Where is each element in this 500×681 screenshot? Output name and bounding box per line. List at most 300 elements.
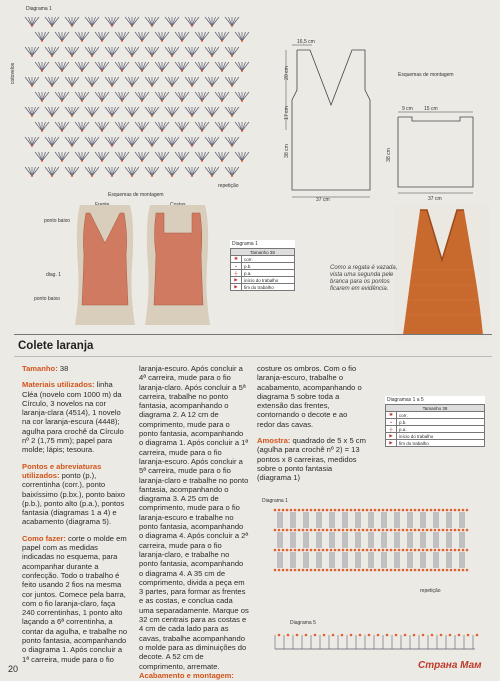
chain-stitch xyxy=(454,549,457,552)
legend-2-title: Diagramas 1 a 5 xyxy=(387,397,424,403)
legend-text: corr. xyxy=(242,256,295,263)
chain-stitch xyxy=(342,509,345,512)
diagram1-side-label: cotovelos xyxy=(10,62,16,84)
chain-stitch xyxy=(418,509,421,512)
chain-stitch xyxy=(338,569,341,572)
chain-stitch xyxy=(362,549,365,552)
picot xyxy=(350,634,353,637)
chain-stitch xyxy=(422,509,425,512)
chain-stitch xyxy=(466,529,469,532)
legend-text: corr. xyxy=(397,412,485,419)
chain-stitch xyxy=(306,549,309,552)
chain-stitch xyxy=(282,529,285,532)
fan-stitch xyxy=(235,152,249,162)
fan-stitch xyxy=(155,32,169,42)
fan-stitch xyxy=(175,32,189,42)
diagram5-chart xyxy=(270,627,480,657)
chain-stitch xyxy=(426,549,429,552)
picot xyxy=(332,634,335,637)
chain-stitch xyxy=(402,549,405,552)
fan-stitch xyxy=(205,17,219,27)
chain-stitch xyxy=(306,509,309,512)
fan-stitch xyxy=(165,17,179,27)
fan-stitch xyxy=(215,92,229,102)
picot xyxy=(296,634,299,637)
chain-stitch xyxy=(298,509,301,512)
picot xyxy=(359,634,362,637)
fan-stitch xyxy=(195,122,209,132)
chain-stitch xyxy=(342,569,345,572)
fan-stitch xyxy=(225,107,239,117)
fan-stitch xyxy=(225,47,239,57)
chain-stitch xyxy=(350,569,353,572)
fan-stitch xyxy=(135,152,149,162)
chain-stitch xyxy=(386,529,389,532)
chain-stitch xyxy=(346,509,349,512)
chain-stitch xyxy=(402,569,405,572)
chain-stitch xyxy=(426,569,429,572)
fan-stitch xyxy=(95,152,109,162)
chain-stitch xyxy=(334,509,337,512)
mannequin-figures xyxy=(70,205,220,330)
chain-stitch xyxy=(382,529,385,532)
chain-stitch xyxy=(302,529,305,532)
fan-stitch xyxy=(65,167,79,177)
column-2 xyxy=(139,364,249,680)
fan-stitch xyxy=(85,77,99,87)
picot xyxy=(413,634,416,637)
fan-stitch xyxy=(235,62,249,72)
chain-stitch xyxy=(318,529,321,532)
fan-stitch xyxy=(195,152,209,162)
legend-1-size: Tamanho 38 xyxy=(231,249,295,256)
chain-stitch xyxy=(466,509,469,512)
chain-stitch xyxy=(322,529,325,532)
chain-stitch xyxy=(446,529,449,532)
pontos-label: Pontos e abreviaturas utilizados: xyxy=(22,461,102,480)
chain-stitch xyxy=(418,529,421,532)
back-height: 38 cm xyxy=(385,148,392,162)
fan-stitch xyxy=(85,167,99,177)
chain-stitch xyxy=(450,569,453,572)
mannequin-ponto-baixo: ponto baixo xyxy=(44,218,70,224)
picot xyxy=(458,634,461,637)
chain-stitch xyxy=(274,509,277,512)
mannequin-ponto-baixo-2: ponto baixo xyxy=(34,296,60,302)
fan-stitch xyxy=(35,62,49,72)
chain-stitch xyxy=(314,569,317,572)
picot xyxy=(368,634,371,637)
chain-stitch xyxy=(350,549,353,552)
legend-symbol: ▶ xyxy=(386,440,397,447)
chain-stitch xyxy=(314,549,317,552)
fan-stitch xyxy=(235,92,249,102)
chain-stitch xyxy=(402,509,405,512)
fan-stitch xyxy=(155,122,169,132)
chain-stitch xyxy=(282,569,285,572)
chain-stitch xyxy=(358,569,361,572)
chain-stitch xyxy=(286,569,289,572)
chain-stitch xyxy=(342,549,345,552)
chain-stitch xyxy=(322,569,325,572)
fan-stitch xyxy=(25,47,39,57)
fan-stitch xyxy=(125,77,139,87)
fan-stitch xyxy=(105,107,119,117)
picot xyxy=(341,634,344,637)
picot xyxy=(440,634,443,637)
chain-stitch xyxy=(454,529,457,532)
fan-stitch xyxy=(225,137,239,147)
fan-stitch xyxy=(145,17,159,27)
picot xyxy=(431,634,434,637)
fan-stitch xyxy=(125,137,139,147)
chain-stitch xyxy=(390,509,393,512)
chain-stitch xyxy=(362,569,365,572)
chain-stitch xyxy=(462,529,465,532)
chain-stitch xyxy=(422,529,425,532)
chain-stitch xyxy=(410,529,413,532)
chain-stitch xyxy=(334,569,337,572)
chain-stitch xyxy=(454,509,457,512)
picot xyxy=(314,634,317,637)
amostra-label: Amostra: xyxy=(257,436,291,446)
front-height-3: 38 cm xyxy=(283,144,290,158)
chain-stitch xyxy=(298,529,301,532)
chain-stitch xyxy=(286,509,289,512)
legend-text: início do trabalho xyxy=(397,433,485,440)
chain-stitch xyxy=(378,549,381,552)
chain-stitch xyxy=(274,569,277,572)
fan-stitch xyxy=(175,92,189,102)
chain-stitch xyxy=(282,509,285,512)
legend-text: p.a. xyxy=(397,426,485,433)
legend-2 xyxy=(385,396,485,447)
fan-stitch xyxy=(55,62,69,72)
picot xyxy=(305,634,308,637)
legend-1 xyxy=(230,240,295,291)
chain-stitch xyxy=(446,569,449,572)
chain-stitch xyxy=(430,509,433,512)
chain-stitch xyxy=(346,529,349,532)
chain-stitch xyxy=(370,529,373,532)
chain-stitch xyxy=(386,509,389,512)
chain-stitch xyxy=(286,549,289,552)
chain-stitch xyxy=(330,569,333,572)
col2-text: laranja-escuro. Após concluir a 4ª carreira, mude para o fio laranja-claro. Após concluir a 5ª carreira, trabalhe no ponto fantasia, acompanhando o diagrama 2. A 12 cm de comprimento, mude para o ponto fantasia, acompanhando o diagrama 1. Após concluir a 1ª carreira, mude para o fio laranja-escuro. Após concluir a 5ª carreira, mude para o fio laranja-claro e trabalhe no ponto fantasia, acompanhando o diagrama 3. A 25 cm de comprimento, mude para o fio laranja-escuro e trabalhe no ponto fantasia, acompanhando o diagrama 4. Após concluir a 2ª carreira, mude para o fio laranja-claro, e trabalhe no ponto fantasia, acompanhando o diagrama 4. A 35 cm de comprimento, divida a peça em 3 partes, para formar as frentes e as costas, e conclua cada uma separadamente. Marque os 32 cm centrais para as costas e 4 cm de cada lado para as cavas, trabalhe acompanhando o molde para as diminuições do decote. A 52 cm de comprimento, arremate. xyxy=(139,364,249,671)
picot xyxy=(395,634,398,637)
chain-stitch xyxy=(462,509,465,512)
front-height-2: 17 cm xyxy=(283,106,290,120)
fan-stitch xyxy=(145,77,159,87)
chain-stitch xyxy=(386,569,389,572)
picot xyxy=(377,634,380,637)
como-label: Como fazer: xyxy=(22,533,66,543)
fan-stitch xyxy=(95,92,109,102)
chain-stitch xyxy=(438,509,441,512)
chain-stitch xyxy=(338,549,341,552)
chain-stitch xyxy=(410,549,413,552)
back-width-1: 9 cm xyxy=(402,106,413,112)
picot xyxy=(287,634,290,637)
chain-stitch xyxy=(302,549,305,552)
fan-stitch xyxy=(125,17,139,27)
chain-stitch xyxy=(406,569,409,572)
chain-stitch xyxy=(454,569,457,572)
chain-stitch xyxy=(354,569,357,572)
fan-stitch xyxy=(185,47,199,57)
chain-stitch xyxy=(278,569,281,572)
photo-caption: Como a regata é vazada, vista uma segunda pele branca para os pontos ficarem em evidência. xyxy=(330,265,398,292)
chain-stitch xyxy=(330,529,333,532)
chain-stitch xyxy=(390,569,393,572)
chain-stitch xyxy=(310,569,313,572)
diagram1-chart xyxy=(22,14,262,182)
chain-stitch xyxy=(442,509,445,512)
chain-stitch xyxy=(422,549,425,552)
fan-stitch xyxy=(115,92,129,102)
chain-stitch xyxy=(442,529,445,532)
fan-stitch xyxy=(225,17,239,27)
chain-stitch xyxy=(346,549,349,552)
chain-stitch xyxy=(366,509,369,512)
fan-stitch xyxy=(155,152,169,162)
fan-stitch xyxy=(205,167,219,177)
fan-stitch xyxy=(65,17,79,27)
chain-stitch xyxy=(414,509,417,512)
fan-stitch xyxy=(105,167,119,177)
chain-stitch xyxy=(326,509,329,512)
chain-stitch xyxy=(458,529,461,532)
fan-stitch xyxy=(75,32,89,42)
fan-stitch xyxy=(135,62,149,72)
chain-stitch xyxy=(410,509,413,512)
fan-stitch xyxy=(65,77,79,87)
fan-stitch xyxy=(185,17,199,27)
chain-stitch xyxy=(382,549,385,552)
chain-stitch xyxy=(274,549,277,552)
chain-stitch xyxy=(398,509,401,512)
legend-symbol: ┼ xyxy=(231,270,242,277)
chain-stitch xyxy=(398,569,401,572)
chain-stitch xyxy=(434,529,437,532)
chain-stitch xyxy=(378,509,381,512)
fan-stitch xyxy=(225,77,239,87)
fan-stitch xyxy=(105,137,119,147)
fan-stitch xyxy=(35,152,49,162)
chain-stitch xyxy=(330,509,333,512)
fan-stitch xyxy=(215,62,229,72)
chain-stitch xyxy=(342,529,345,532)
chain-stitch xyxy=(450,509,453,512)
chain-stitch xyxy=(414,549,417,552)
back-schematic xyxy=(385,105,483,200)
fan-stitch xyxy=(205,137,219,147)
chain-stitch xyxy=(290,549,293,552)
chain-stitch xyxy=(450,549,453,552)
legend-2-size: Tamanho 38 xyxy=(386,405,485,412)
fan-stitch xyxy=(115,122,129,132)
fan-stitch xyxy=(115,32,129,42)
chain-stitch xyxy=(378,569,381,572)
fan-stitch xyxy=(105,77,119,87)
picot xyxy=(404,634,407,637)
fan-stitch xyxy=(55,122,69,132)
chain-stitch xyxy=(302,569,305,572)
chain-stitch xyxy=(406,529,409,532)
legend-text: p.b. xyxy=(242,263,295,270)
fan-stitch xyxy=(45,107,59,117)
page-number: 20 xyxy=(8,664,19,674)
fan-stitch xyxy=(25,17,39,27)
legend-symbol: ▶ xyxy=(231,284,242,291)
fan-stitch xyxy=(105,47,119,57)
chain-stitch xyxy=(370,549,373,552)
chain-stitch xyxy=(430,569,433,572)
chain-stitch xyxy=(366,549,369,552)
fan-stitch xyxy=(135,92,149,102)
fan-stitch xyxy=(155,62,169,72)
fan-stitch xyxy=(75,92,89,102)
fan-stitch xyxy=(195,62,209,72)
fan-stitch xyxy=(95,32,109,42)
chain-stitch xyxy=(326,569,329,572)
fan-stitch xyxy=(65,107,79,117)
fan-stitch xyxy=(25,137,39,147)
fan-stitch xyxy=(145,47,159,57)
chain-stitch xyxy=(410,569,413,572)
fan-stitch xyxy=(195,92,209,102)
fan-stitch xyxy=(205,47,219,57)
chain-stitch xyxy=(330,549,333,552)
chain-stitch xyxy=(442,569,445,572)
chain-stitch xyxy=(434,569,437,572)
chain-stitch xyxy=(322,509,325,512)
fan-stitch xyxy=(35,32,49,42)
mannequin-diag1: diag. 1 xyxy=(46,272,62,278)
fan-stitch xyxy=(55,32,69,42)
chain-stitch xyxy=(422,569,425,572)
picot xyxy=(476,634,479,637)
materiais-text: linha Cléa (novelo com 1000 m) da Círculo, 3 novelos na cor laranja-clara (4514), 1 novelo na cor laranja-escura (4448); agulha para crochê da Círculo nº 2 (1,75 mm); papel para molde; lápis; tesoura. xyxy=(22,380,124,455)
chain-stitch xyxy=(390,549,393,552)
chain-stitch xyxy=(302,509,305,512)
fan-stitch xyxy=(85,47,99,57)
picot xyxy=(323,634,326,637)
chain-stitch xyxy=(398,549,401,552)
fan-stitch xyxy=(125,107,139,117)
chain-stitch xyxy=(350,529,353,532)
chain-stitch xyxy=(278,529,281,532)
fan-stitch xyxy=(75,122,89,132)
fan-stitch xyxy=(125,167,139,177)
chain-stitch xyxy=(366,529,369,532)
fan-stitch xyxy=(215,122,229,132)
legend-symbol: • xyxy=(386,419,397,426)
chain-stitch xyxy=(426,509,429,512)
legend-text: p.b. xyxy=(397,419,485,426)
legend-text: início do trabalho xyxy=(242,277,295,284)
fan-stitch xyxy=(75,152,89,162)
chain-stitch xyxy=(314,509,317,512)
chain-stitch xyxy=(434,549,437,552)
fan-stitch xyxy=(165,167,179,177)
fan-stitch xyxy=(185,77,199,87)
fan-stitch xyxy=(165,47,179,57)
fan-stitch xyxy=(25,77,39,87)
diagram1b-label: Diagrama 1 xyxy=(262,498,288,504)
legend-text: fim do trabalho xyxy=(397,440,485,447)
chain-stitch xyxy=(326,549,329,552)
chain-stitch xyxy=(446,549,449,552)
chain-stitch xyxy=(438,529,441,532)
chain-stitch xyxy=(390,529,393,532)
fan-stitch xyxy=(25,167,39,177)
chain-stitch xyxy=(382,509,385,512)
chain-stitch xyxy=(326,529,329,532)
fan-stitch xyxy=(45,77,59,87)
divider xyxy=(14,334,492,335)
fan-stitch xyxy=(135,122,149,132)
legend-symbol: ✱ xyxy=(386,412,397,419)
fan-stitch xyxy=(205,107,219,117)
fan-stitch xyxy=(145,137,159,147)
chain-stitch xyxy=(466,569,469,572)
fan-stitch xyxy=(235,32,249,42)
fan-stitch xyxy=(165,137,179,147)
chain-stitch xyxy=(462,549,465,552)
chain-stitch xyxy=(394,529,397,532)
chain-stitch xyxy=(442,549,445,552)
chain-stitch xyxy=(406,509,409,512)
chain-stitch xyxy=(358,549,361,552)
chain-stitch xyxy=(414,529,417,532)
fan-stitch xyxy=(85,17,99,27)
fan-stitch xyxy=(185,137,199,147)
chain-stitch xyxy=(450,529,453,532)
chain-stitch xyxy=(446,509,449,512)
back-width-2: 15 cm xyxy=(424,106,438,112)
fan-stitch xyxy=(25,107,39,117)
fan-stitch xyxy=(235,122,249,132)
fan-stitch xyxy=(185,107,199,117)
tamanho-label: Tamanho: xyxy=(22,364,58,373)
chain-stitch xyxy=(322,549,325,552)
diagram5-label: Diagrama 5 xyxy=(290,620,316,626)
chain-stitch xyxy=(382,569,385,572)
fan-stitch xyxy=(175,122,189,132)
fan-stitch xyxy=(215,152,229,162)
chain-stitch xyxy=(310,549,313,552)
chain-stitch xyxy=(358,529,361,532)
fan-stitch xyxy=(115,152,129,162)
chain-stitch xyxy=(370,509,373,512)
picot xyxy=(467,634,470,637)
chain-stitch xyxy=(370,569,373,572)
fan-stitch xyxy=(165,107,179,117)
chain-stitch xyxy=(338,509,341,512)
chain-stitch xyxy=(298,549,301,552)
como-text: corte o molde em papel com as medidas indicadas no esquema, para acompanhar durante a confecção. Todo o trabalho é feito usando 2 fios na mesma cor juntos. Comece pela barra, com o fio laranja-claro, faça 240 correntinhas, 1 ponto alto laçando a 6ª correntinha, a contar da agulha, e trabalhe no ponto fantasia, acompanhando o diagrama 1. Após concluir a 1ª carreira, mude para o fio xyxy=(22,533,128,664)
chain-stitch xyxy=(290,529,293,532)
fan-stitch xyxy=(45,47,59,57)
pontos-text: ponto (p.), correntinha (corr.), ponto baixíssimo (p.bx.), ponto baixo (p.b.), ponto alto (p.a.), pontos fantasia (diagramas 1 a 4) e acabamento (diagrama 5). xyxy=(22,470,125,527)
fan-stitch xyxy=(105,17,119,27)
fan-stitch xyxy=(125,47,139,57)
diagram1-label: Diagrama 1 xyxy=(26,6,52,12)
chain-stitch xyxy=(338,529,341,532)
fan-stitch xyxy=(185,167,199,177)
back-width-bottom: 37 cm xyxy=(428,196,442,202)
